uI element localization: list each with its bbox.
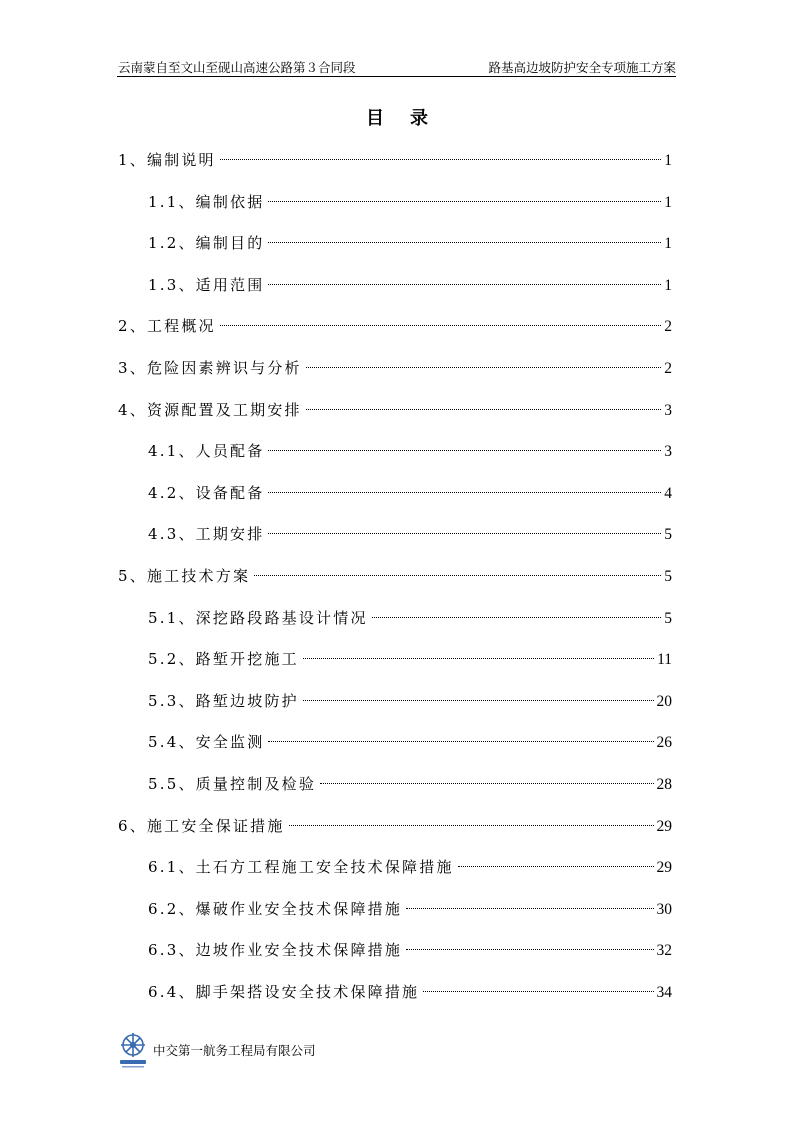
toc-entry[interactable] [148, 689, 672, 713]
toc-entry[interactable] [118, 814, 672, 838]
toc-entry-page: 1 [664, 276, 672, 294]
toc-entry-label: 5、施工技术方案 [118, 567, 251, 585]
toc-entry-page: 30 [656, 900, 672, 918]
toc-dot-leader [220, 325, 662, 326]
toc-entry-page: 2 [664, 360, 672, 377]
toc-entry-page: 32 [656, 942, 672, 960]
toc-entry-page: 5 [664, 568, 672, 585]
toc-dot-leader [303, 658, 654, 659]
toc-entry-label: 5.3、路堑边坡防护 [148, 691, 299, 710]
toc-dot-leader [458, 866, 654, 867]
toc-dot-leader [320, 783, 653, 784]
toc-entry[interactable] [118, 564, 672, 588]
toc-dot-leader [268, 242, 661, 243]
toc-entry-page: 29 [656, 859, 672, 877]
toc-entry-page: 20 [656, 692, 672, 710]
header-document-title: 路基高边坡防护安全专项施工方案 [488, 60, 676, 75]
toc-entry-label: 4.3、工期安排 [148, 525, 265, 544]
toc-entry[interactable] [148, 938, 672, 962]
toc-entry-page: 3 [664, 443, 672, 461]
toc-entry[interactable] [148, 439, 672, 463]
toc-entry-label: 5.1、深挖路段路基设计情况 [148, 608, 368, 627]
toc-dot-leader [306, 409, 662, 410]
toc-entry-label: 6.2、爆破作业安全技术保障措施 [148, 899, 403, 918]
toc-entry-page: 2 [664, 318, 672, 336]
toc-entry[interactable] [148, 772, 672, 796]
toc-entry-label: 6.3、边坡作业安全技术保障措施 [148, 941, 403, 960]
toc-dot-leader [372, 617, 662, 618]
toc-entry-label: 6.4、脚手架搭设安全技术保障措施 [148, 983, 420, 1001]
toc-dot-leader [289, 825, 654, 826]
toc-entry-page: 1 [664, 235, 672, 253]
toc-entry[interactable] [118, 398, 672, 422]
toc-entry-label: 6.1、土石方工程施工安全技术保障措施 [148, 858, 454, 877]
toc-entry-page: 29 [656, 817, 672, 835]
page-footer [117, 1030, 316, 1070]
toc-entry-page: 1 [664, 152, 672, 169]
toc-entry-label: 5.2、路堑开挖施工 [148, 650, 299, 669]
toc-dot-leader [268, 741, 653, 742]
toc-dot-leader [268, 201, 661, 202]
toc-entry-page: 3 [664, 401, 672, 419]
toc-entry-page: 4 [664, 484, 672, 502]
toc-dot-leader [306, 367, 662, 368]
page-header [117, 56, 676, 77]
toc-entry[interactable] [148, 231, 672, 255]
toc-dot-leader [268, 450, 661, 451]
toc-entry-label: 1.1、编制依据 [148, 192, 265, 211]
toc-entry-page: 5 [664, 609, 672, 627]
toc-entry[interactable] [148, 606, 672, 630]
toc-entry-label: 4.1、人员配备 [148, 442, 265, 461]
toc-entry[interactable] [148, 481, 672, 505]
toc-entry[interactable] [118, 314, 672, 338]
toc-entry[interactable] [148, 647, 672, 671]
toc-entry[interactable] [148, 897, 672, 921]
toc-entry-page: 28 [656, 776, 672, 793]
footer-company-name: 中交第一航务工程局有限公司 [153, 1043, 316, 1058]
toc-entry-label: 5.4、安全监测 [148, 733, 265, 752]
toc-entry-label: 4、资源配置及工期安排 [118, 400, 302, 419]
toc-entry[interactable] [118, 356, 672, 380]
toc-entry[interactable] [148, 522, 672, 546]
toc-entry-page: 34 [656, 984, 672, 1001]
toc-dot-leader [268, 492, 661, 493]
toc-entry-label: 2、工程概况 [118, 317, 216, 336]
toc-entry[interactable] [148, 855, 672, 879]
toc-dot-leader [303, 700, 654, 701]
toc-entry[interactable] [148, 273, 672, 297]
ccccltd-logo-icon [117, 1030, 149, 1070]
toc-entry[interactable] [148, 980, 672, 1004]
toc-dot-leader [423, 991, 653, 992]
toc-dot-leader [406, 949, 653, 950]
toc-dot-leader [254, 575, 661, 576]
toc-entry-label: 6、施工安全保证措施 [118, 816, 285, 835]
toc-title: 目录 [366, 108, 454, 129]
toc-entry-label: 1.2、编制目的 [148, 234, 265, 253]
toc-dot-leader [406, 908, 653, 909]
toc-entry[interactable] [148, 730, 672, 754]
toc-entry-page: 11 [657, 651, 672, 669]
toc-entry-label: 5.5、质量控制及检验 [148, 775, 317, 793]
toc-dot-leader [220, 159, 662, 160]
toc-entry-label: 1、编制说明 [118, 151, 216, 169]
toc-entry[interactable] [148, 190, 672, 214]
toc-entry-page: 1 [664, 193, 672, 211]
toc-entry-page: 5 [664, 526, 672, 544]
toc-entry[interactable] [118, 148, 672, 172]
toc-entry-page: 26 [656, 734, 672, 752]
toc-dot-leader [268, 284, 661, 285]
toc-entry-label: 4.2、设备配备 [148, 483, 265, 502]
header-project-name: 云南蒙自至文山至砚山高速公路第３合同段 [118, 60, 356, 75]
toc-entry-label: 1.3、适用范围 [148, 275, 265, 294]
toc-entry-label: 3、危险因素辨识与分析 [118, 359, 302, 377]
toc-dot-leader [268, 533, 661, 534]
